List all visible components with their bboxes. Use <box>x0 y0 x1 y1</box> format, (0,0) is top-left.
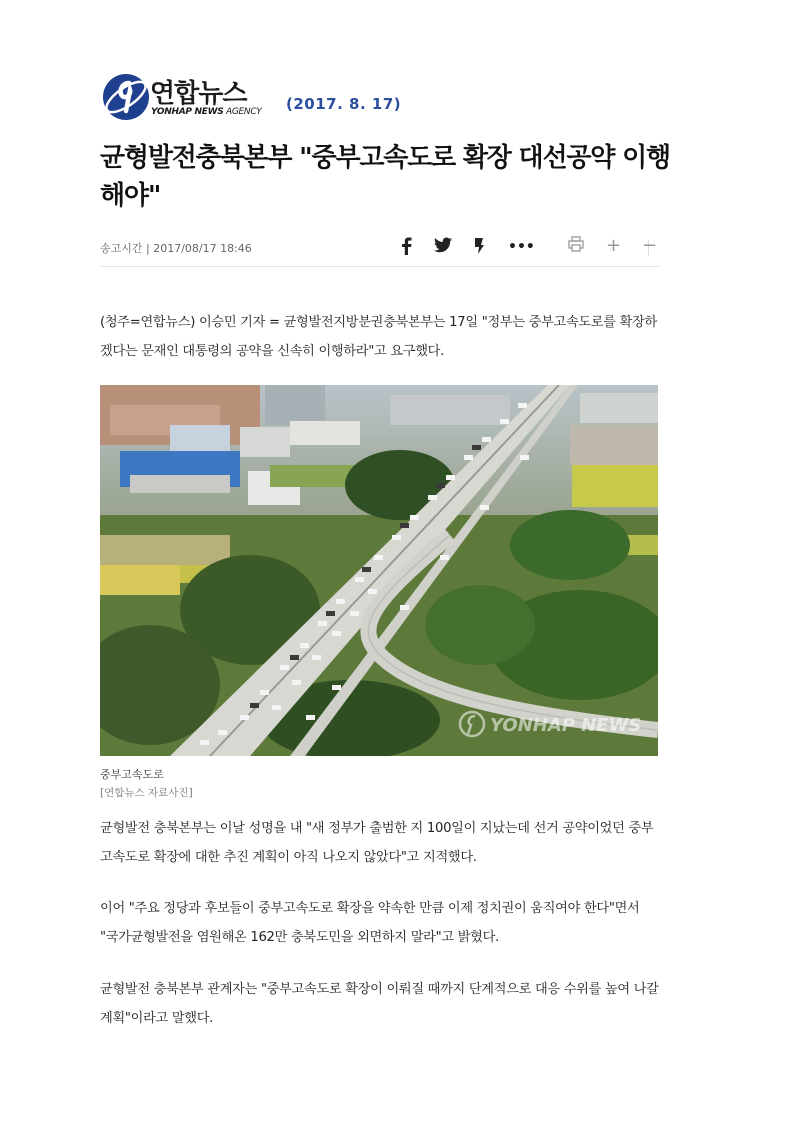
article-meta-bar <box>100 234 660 267</box>
yonhap-logo <box>100 71 300 127</box>
publish-timestamp: 송고시간 | 2017/08/17 18:46 <box>100 242 252 255</box>
article-paragraph: (청주=연합뉴스) 이승민 기자 = 균형발전지방분권충북본부는 17일 "정부는 중부고속도로를 확장하겠다는 문재인 대통령의 공약을 신속히 이행하라"고 요구했다. <box>100 315 657 359</box>
photo-credit: [연합뉴스 자료사진] <box>100 787 193 799</box>
logo-subtitle: YONHAP NEWS AGENCY <box>151 107 262 117</box>
clipping-date: (2017. 8. 17) <box>286 95 402 113</box>
more-share-icon[interactable]: ••• <box>508 239 535 255</box>
print-icon[interactable] <box>568 236 584 257</box>
article-paragraph: 균형발전 충북본부는 이날 성명을 내 "새 정부가 출범한 지 100일이 지났는데 선거 공약이었던 중부고속도로 확장에 대한 추진 계획이 아직 나오지 않았다"고 지적했다. <box>100 821 654 865</box>
font-size-up-icon[interactable]: + <box>606 235 622 256</box>
kakaostory-share-icon[interactable] <box>473 237 485 260</box>
highway-aerial-image <box>100 385 658 756</box>
logo-wordmark: 연합뉴스 <box>150 79 247 109</box>
photo-caption: 중부고속도로 <box>100 768 164 781</box>
yonhap-logo-mark-icon <box>100 71 152 123</box>
article-paragraph: 균형발전 충북본부 관계자는 "중부고속도로 확장이 이뤄질 때까지 단계적으로 대응 수위를 높여 나갈 계획"이라고 말했다. <box>100 982 659 1026</box>
twitter-share-icon[interactable] <box>434 237 452 258</box>
font-size-down-icon[interactable]: − <box>642 235 658 256</box>
photo-watermark: YONHAP NEWS <box>490 715 642 736</box>
article-photo <box>100 385 658 756</box>
article-headline: 균형발전충북본부 "중부고속도로 확장 대선공약 이행해야" <box>100 143 670 211</box>
facebook-share-icon[interactable] <box>400 237 412 260</box>
article-paragraph: 이어 "주요 정당과 후보들이 중부고속도로 확장을 약속한 만큼 이제 정치권이 움직여야 한다"면서 "국가균형발전을 염원해온 162만 충북도민을 외면하지 말라"고 밝혔다. <box>100 901 640 945</box>
